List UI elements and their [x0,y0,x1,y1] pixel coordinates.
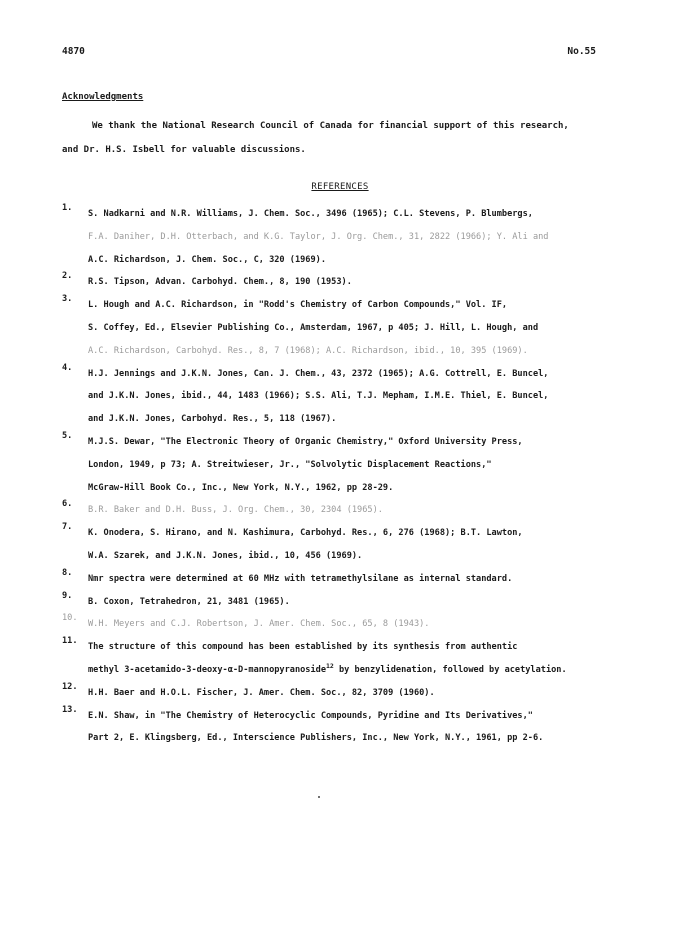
reference-number: 1. [62,203,73,213]
reference-line: L. Hough and A.C. Richardson, in "Rodd's Chemistry of Carbon Compounds," Vol. IF, [88,300,508,311]
reference-item [62,522,662,568]
reference-line: The structure of this compound has been established by its synthesis from authentic [88,642,518,653]
reference-line-with-superscript [62,659,662,682]
reference-line: H.J. Jennings and J.K.N. Jones, Can. J. Chem., 43, 2372 (1965); A.G. Cottrell, E. Buncel, [88,368,549,379]
reference-number: 12. [62,681,78,692]
reference-number: 7. [62,522,73,533]
reference-line: Part 2, E. Klingsberg, Ed., Interscience Publishers, Inc., New York, N.Y., 1961, pp 2-6. [88,733,544,744]
reference-item [62,705,662,751]
acknowledgments-heading: Acknowledgments [62,92,144,102]
references-heading: REFERENCES [311,182,369,192]
reference-number: 5. [62,430,73,441]
reference-item [62,363,662,431]
reference-item [62,294,662,362]
reference-number: 13. [62,704,78,715]
reference-item [62,271,662,294]
reference-line: S. Coffey, Ed., Elsevier Publishing Co., Amsterdam, 1967, p 405; J. Hill, L. Hough, and [88,322,539,333]
page-number: 4870 [62,46,85,57]
reference-line: R.S. Tipson, Advan. Carbohyd. Chem., 8, 190 (1953). [88,277,352,288]
reference-line: F.A. Daniher, D.H. Otterbach, and K.G. Taylor, J. Org. Chem., 31, 2822 (1966); Y. Ali and [88,231,549,242]
reference-line: B. Coxon, Tetrahedron, 21, 3481 (1965). [88,596,290,607]
reference-item [62,613,662,636]
reference-item [62,591,662,614]
reference-number: 4. [62,362,73,373]
reference-line: Nmr spectra were determined at 60 MHz with tetramethylsilane as internal standard. [88,573,513,584]
stray-dot [318,796,320,798]
acknowledgments-line: We thank the National Research Council of Canada for financial support of this research, [92,121,569,131]
reference-line: and J.K.N. Jones, ibid., 44, 1483 (1966); S.S. Ali, T.J. Mepham, I.M.E. Thiel, E. Buncel, [88,391,549,402]
reference-number: 9. [62,590,73,601]
reference-item [62,499,662,522]
reference-line: and J.K.N. Jones, Carbohyd. Res., 5, 118 (1967). [88,414,337,425]
references-list [62,203,662,750]
reference-line: B.R. Baker and D.H. Buss, J. Org. Chem., 30, 2304 (1965). [88,505,383,516]
citation-superscript: 12 [326,661,334,670]
reference-number: 11. [62,636,78,647]
reference-line-tail: by benzylidenation, followed by acetylation. [333,664,567,675]
reference-line: W.A. Szarek, and J.K.N. Jones, ibid., 10, 456 (1969). [88,550,363,561]
reference-line: E.N. Shaw, in "The Chemistry of Heterocyclic Compounds, Pyridine and Its Derivatives," [88,710,533,721]
reference-line: M.J.S. Dewar, "The Electronic Theory of Organic Chemistry," Oxford University Press, [88,436,523,447]
issue-number: No.55 [567,46,596,57]
reference-line: H.H. Baer and H.O.L. Fischer, J. Amer. Chem. Soc., 82, 3709 (1960). [88,687,435,698]
reference-line: London, 1949, p 73; A. Streitwieser, Jr., "Solvolytic Displacement Reactions," [88,459,492,470]
reference-item [62,203,662,271]
reference-line: A.C. Richardson, J. Chem. Soc., C, 320 (1969). [88,254,326,265]
reference-line: K. Onodera, S. Hirano, and N. Kashimura, Carbohyd. Res., 6, 276 (1968); B.T. Lawton, [88,528,523,539]
compound-name: methyl 3-acetamido-3-deoxy-α-D-mannopyranoside [88,664,326,675]
reference-line: A.C. Richardson, Carbohyd. Res., 8, 7 (1968); A.C. Richardson, ibid., 10, 395 (1969). [88,345,528,356]
reference-item [62,636,662,682]
reference-item [62,431,662,499]
reference-number: 8. [62,567,73,578]
reference-item [62,568,662,591]
acknowledgments-line: and Dr. H.S. Isbell for valuable discussions. [62,145,306,155]
reference-number: 6. [62,499,73,510]
reference-item [62,682,662,705]
reference-number: 3. [62,294,73,305]
reference-line: S. Nadkarni and N.R. Williams, J. Chem. Soc., 3496 (1965); C.L. Stevens, P. Blumbergs, [88,209,533,219]
reference-number: 10. [62,613,78,624]
acknowledgments-paragraph [62,114,622,162]
reference-line: W.H. Meyers and C.J. Robertson, J. Amer. Chem. Soc., 65, 8 (1943). [88,619,430,630]
reference-number: 2. [62,271,73,282]
reference-line: McGraw-Hill Book Co., Inc., New York, N.Y., 1962, pp 28-29. [88,482,394,493]
